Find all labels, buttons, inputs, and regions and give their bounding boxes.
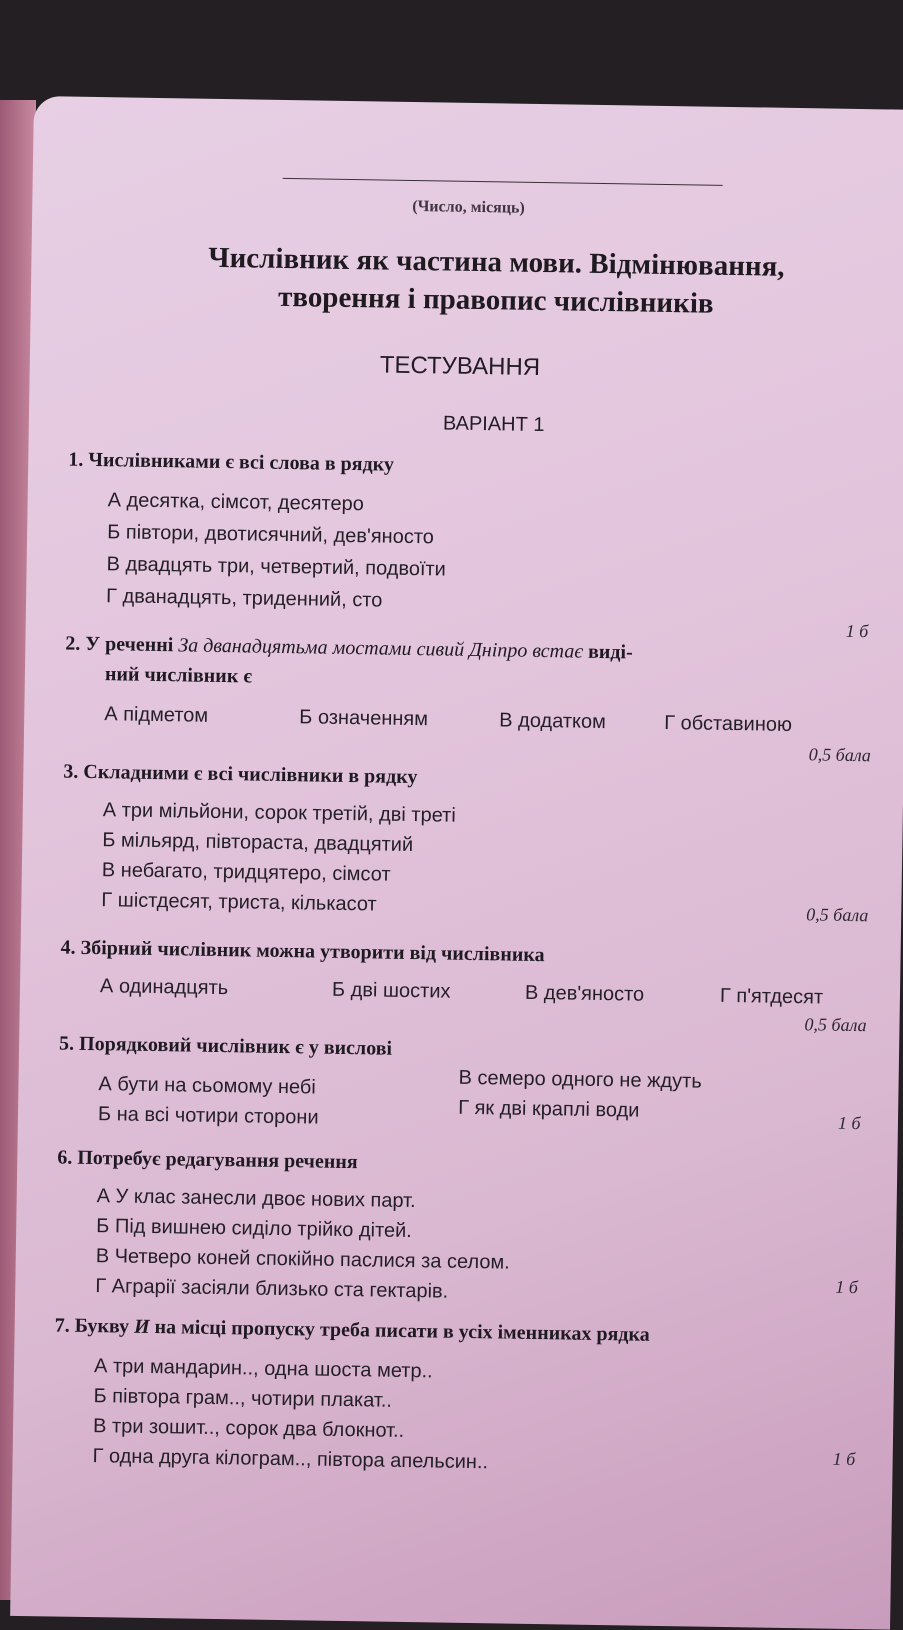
question-4-title: 4. Збірний числівник можна утворити від числівника xyxy=(60,936,545,967)
question-2-title-start: 2. У реченні xyxy=(65,632,179,657)
question-1-option-b: Б півтори, двотисячний, дев'яносто xyxy=(106,521,435,549)
question-1-title: 1. Числівниками є всі слова в рядку xyxy=(68,448,395,476)
question-2-option-d: Г обставиною xyxy=(664,711,793,736)
question-7-option-b: Б півтора грам.., чотири плакат.. xyxy=(93,1385,393,1412)
question-7-title-start: 7. Букву xyxy=(54,1314,135,1338)
question-2-score: 0,5 бала xyxy=(808,744,872,766)
question-5-option-a: А бути на сьомому небі xyxy=(98,1073,316,1099)
question-7-option-c: В три зошит.., сорок два блокнот.. xyxy=(92,1415,405,1442)
question-6-option-d: Г Аграрії засіяли близько ста гектарів. xyxy=(95,1275,449,1303)
question-3-option-c: В небагато, тридцятеро, сімсот xyxy=(101,859,391,886)
page-title xyxy=(101,237,892,325)
question-3-option-b: Б мільярд, півтораста, двадцятий xyxy=(102,829,414,857)
question-2-title xyxy=(65,633,633,665)
question-7-title xyxy=(55,1314,650,1346)
question-3-title: 3. Складними є всі числівники в рядку xyxy=(63,760,418,789)
question-2-option-b: Б означенням xyxy=(299,706,429,731)
question-5-option-b: Б на всі чотири сторони xyxy=(97,1103,319,1129)
title-line-1: Числівник як частина мови. Відмінювання, xyxy=(208,241,785,283)
question-3-score: 0,5 бала xyxy=(806,904,869,926)
variant-heading: ВАРІАНТ 1 xyxy=(442,412,545,437)
question-7-score: 1 б xyxy=(832,1448,856,1470)
question-6-score: 1 б xyxy=(835,1276,859,1298)
question-7-option-d: Г одна друга кілограм.., півтора апельсин.. xyxy=(92,1445,489,1474)
question-4-option-d: Г п'ятдесят xyxy=(719,984,824,1009)
question-4-score: 0,5 бала xyxy=(804,1014,867,1036)
question-5-title: 5. Порядковий числівник є у вислові xyxy=(58,1032,393,1060)
textbook-page xyxy=(10,96,903,1630)
question-2-title-end: виді- xyxy=(582,640,633,664)
question-2-title-line-2: ний числівник є xyxy=(104,663,253,688)
question-6-option-a: А У клас занесли двоє нових парт. xyxy=(96,1185,416,1213)
question-7-option-a: А три мандарин.., одна шоста метр.. xyxy=(93,1355,433,1383)
date-caption: (Число, місяць) xyxy=(412,197,525,217)
date-write-line xyxy=(283,178,723,186)
question-1-option-c: В двадцять три, четвертий, подвоїти xyxy=(106,553,447,581)
question-7-title-end: на місці пропуску треба писати в усіх іменниках рядка xyxy=(149,1315,650,1346)
question-6-option-c: В Четверо коней спокійно паслися за селом. xyxy=(95,1245,510,1274)
question-2-option-a: А підметом xyxy=(104,703,209,727)
question-3-option-d: Г шістдесят, триста, кількасот xyxy=(101,889,377,916)
test-heading: ТЕСТУВАННЯ xyxy=(379,351,541,381)
question-2-option-c: В додатком xyxy=(499,709,607,734)
question-4-option-b: Б дві шостих xyxy=(331,978,451,1003)
question-4-option-a: А одинадцять xyxy=(99,975,229,1000)
question-6-option-b: Б Під вишнею сиділо трійко дітей. xyxy=(96,1215,412,1243)
question-1-score: 1 б xyxy=(845,620,869,642)
question-1-option-a: А десятка, сімсот, десятеро xyxy=(107,489,365,516)
question-2-sentence: За дванадцятьма мостами сивий Дніпро встає xyxy=(178,634,584,663)
question-4-option-c: В дев'яносто xyxy=(524,981,645,1006)
question-7-letter: И xyxy=(133,1315,150,1338)
question-5-score: 1 б xyxy=(837,1112,861,1134)
title-line-2: творення і правопис числівників xyxy=(277,280,714,320)
question-6-title: 6. Потребує редагування речення xyxy=(57,1146,358,1174)
question-5-option-c: В семеро одного не ждуть xyxy=(458,1066,702,1093)
question-5-option-d: Г як дві краплі води xyxy=(457,1096,640,1122)
question-1-option-d: Г дванадцять, триденний, сто xyxy=(105,585,383,612)
question-3-option-a: А три мільйони, сорок третій, дві треті xyxy=(102,799,456,827)
